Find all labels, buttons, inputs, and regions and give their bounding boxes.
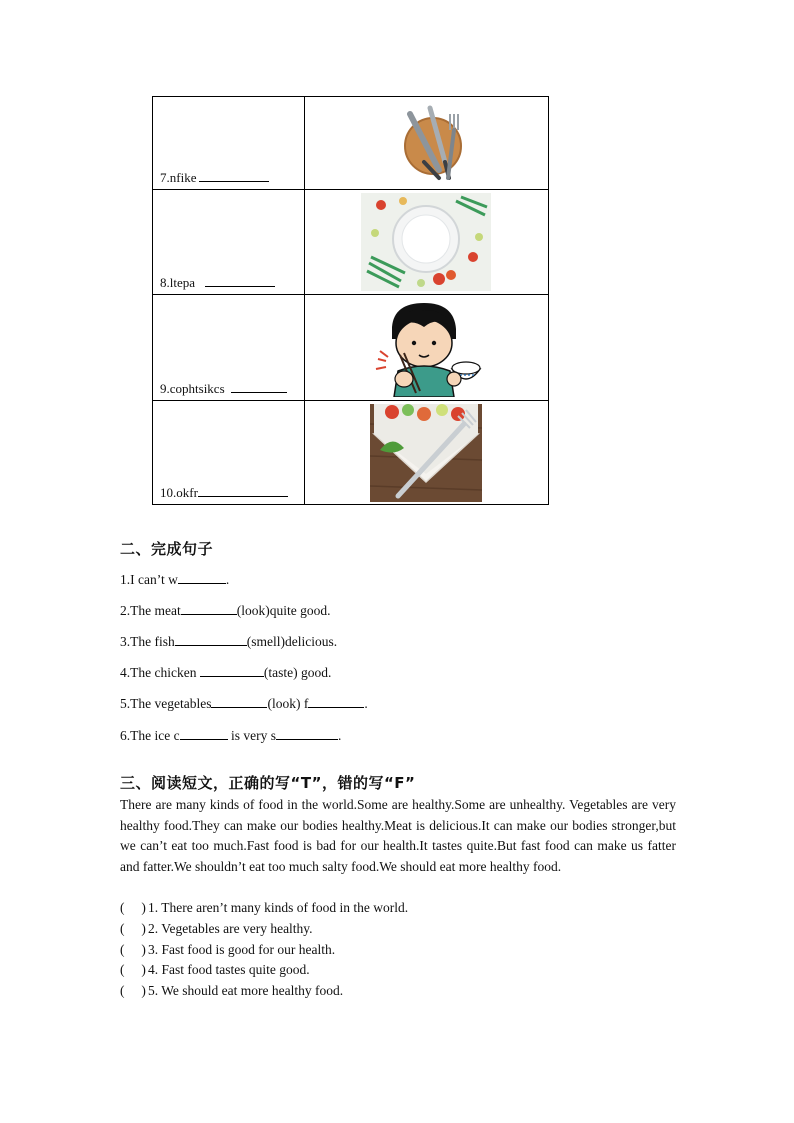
boy-chopsticks-icon	[364, 299, 488, 397]
picture-cell	[304, 190, 548, 295]
knife-fork-board-icon	[376, 100, 476, 186]
section-title: 三、阅读短文，正确的写“T”，错的写“F”	[120, 774, 416, 792]
sentence-4: 4.The chicken (taste) good.	[120, 665, 332, 680]
vocab-row	[153, 295, 549, 401]
scrambled-word: 8.ltepa	[160, 275, 196, 290]
picture-cell	[304, 401, 548, 505]
answer-blank[interactable]	[205, 274, 275, 287]
scrambled-word: 10.okfr	[160, 485, 198, 500]
scrambled-word: 7.nfike	[160, 170, 197, 185]
sentence-1: 1.I can’t w .	[120, 572, 230, 587]
answer-blank[interactable]	[211, 695, 267, 708]
word-cell	[153, 97, 305, 190]
word-cell	[153, 401, 305, 505]
reading-passage: There are many kinds of food in the world.Some are healthy.Some are unhealthy. Vegetables are very healthy food.They can make our bodies healthy.Meat is delicious.It can make our bodies stronger,but we can’t eat too much.Fast food is bad for our health.It tastes quite.But fast food can make us fatter and fatter.We shouldn’t eat too much salty food.We should eat more healthy food.	[120, 797, 676, 875]
section-title: 二、完成句子	[120, 540, 214, 558]
picture-cell	[304, 295, 548, 401]
word-cell	[153, 295, 305, 401]
answer-blank[interactable]	[181, 602, 237, 615]
answer-blank[interactable]	[178, 571, 226, 584]
picture-cell	[304, 97, 548, 190]
sentence-3: 3.The fish (smell)delicious.	[120, 634, 338, 649]
sentence-2: 2.The meat (look)quite good.	[120, 603, 331, 618]
vocab-row	[153, 190, 549, 295]
answer-blank[interactable]	[198, 484, 288, 497]
vocab-row	[153, 97, 549, 190]
answer-blank[interactable]	[276, 727, 338, 740]
statement-3: ( ) 3. Fast food is good for our health.	[120, 942, 336, 957]
answer-blank[interactable]	[180, 727, 228, 740]
answer-blank[interactable]	[199, 169, 269, 182]
vocab-row	[153, 401, 549, 505]
sentence-6: 6.The ice c is very s .	[120, 728, 342, 743]
answer-blank[interactable]	[200, 664, 264, 677]
answer-blank[interactable]	[175, 633, 247, 646]
sentence-5: 5.The vegetables (look) f .	[120, 696, 368, 711]
statement-1: ( ) 1. There aren’t many kinds of food in the world.	[120, 900, 409, 915]
plate-vegetables-icon	[361, 193, 491, 291]
statement-4: ( ) 4. Fast food tastes quite good.	[120, 962, 310, 977]
scrambled-word: 9.cophtsikcs	[160, 381, 225, 396]
word-cell	[153, 190, 305, 295]
fork-salad-bowl-icon	[370, 404, 482, 502]
answer-blank[interactable]	[231, 380, 287, 393]
answer-blank[interactable]	[308, 695, 364, 708]
vocab-table	[152, 96, 549, 505]
statement-2: ( ) 2. Vegetables are very healthy.	[120, 921, 313, 936]
statement-5: ( ) 5. We should eat more healthy food.	[120, 983, 344, 998]
